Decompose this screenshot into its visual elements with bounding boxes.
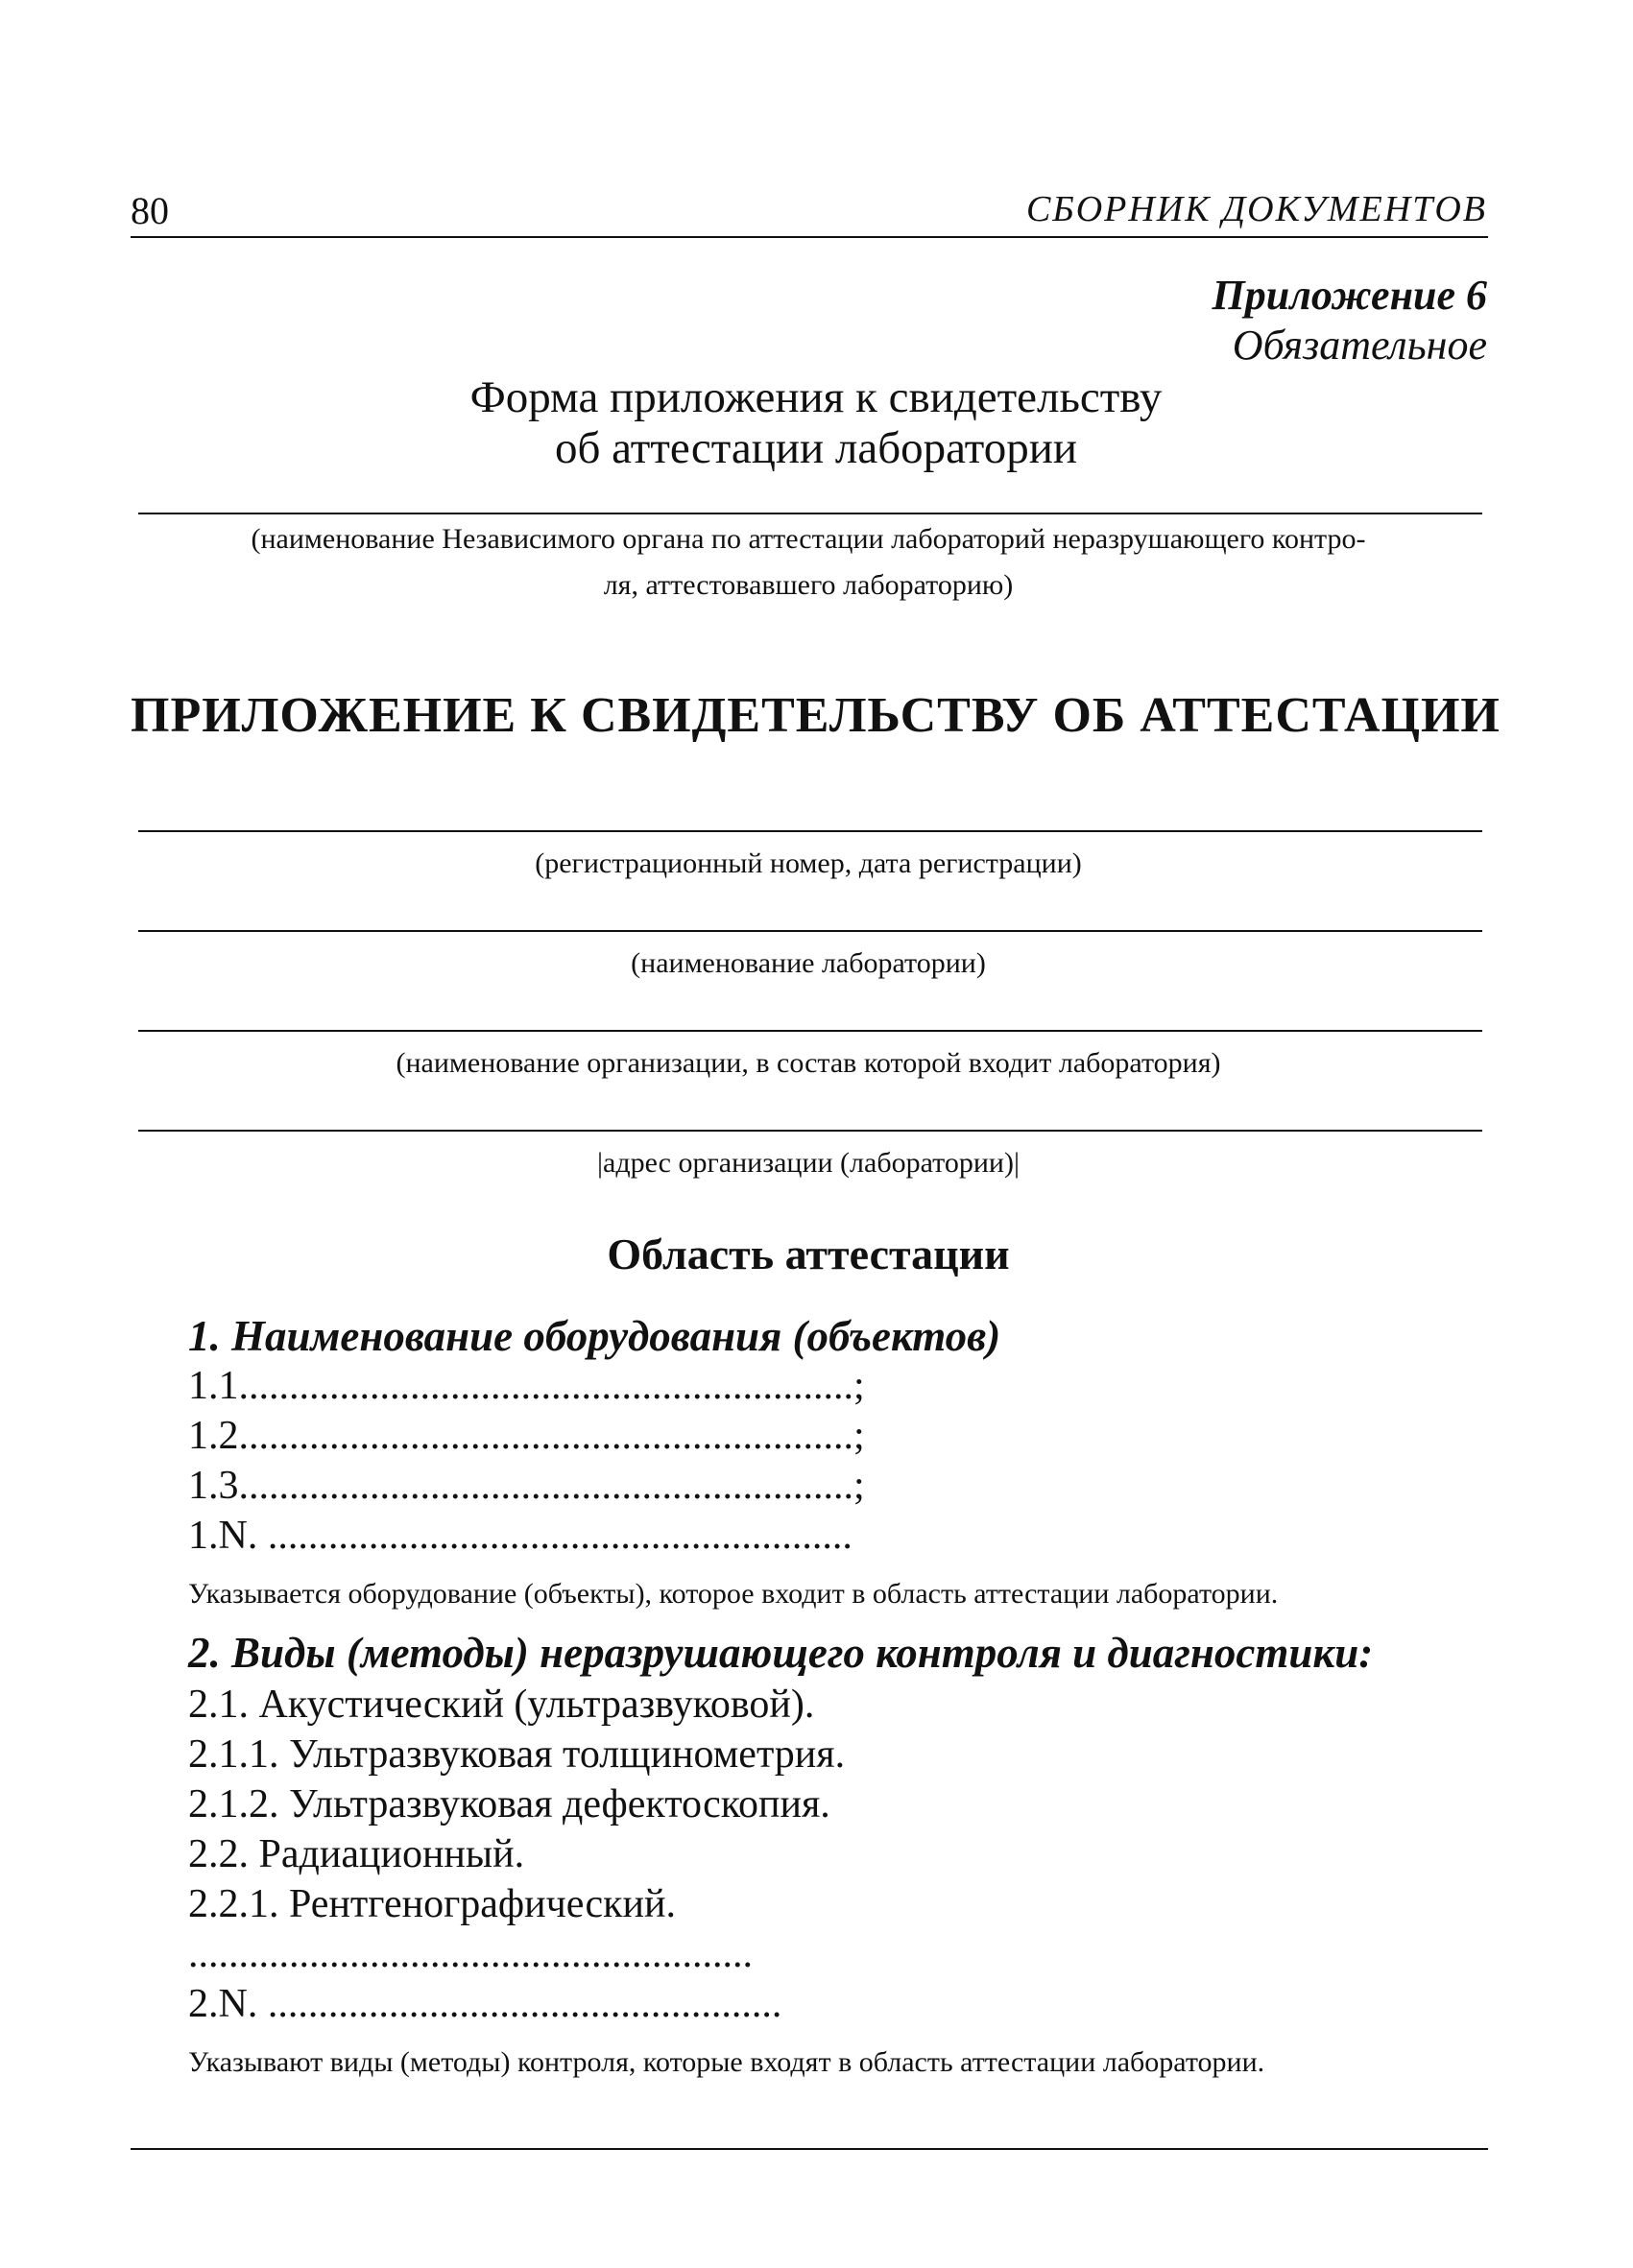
page-number: 80	[131, 189, 169, 232]
method-item: 2.2. Радиационный.	[188, 1832, 525, 1876]
method-item: 2.1. Акустический (ультразвуковой).	[188, 1683, 815, 1727]
equipment-item: 1.N. ..........................................................	[188, 1514, 853, 1558]
method-item: 2.2.1. Рентгенографический.	[188, 1882, 676, 1926]
equipment-item: 1.1.............................................................;	[188, 1364, 865, 1408]
issuer-caption-line-2: ля, аттестовавшего лабораторию)	[603, 569, 1014, 601]
issuer-field-line	[138, 513, 1482, 514]
annex-number: Приложение 6	[1212, 272, 1487, 319]
section-2-heading: 2. Виды (методы) неразрушающего контроля и диагностики:	[188, 1629, 1374, 1677]
address-field-caption: |адрес организации (лаборатории)|	[597, 1147, 1020, 1179]
section-2-note: Указывают виды (методы) контроля, которые входят в область аттестации лаборатории.	[188, 2046, 1265, 2078]
header-rule	[131, 236, 1488, 238]
method-item: 2.1.2. Ультразвуковая дефектоскопия.	[188, 1782, 830, 1826]
organization-field-line	[138, 1030, 1482, 1032]
form-title-line-1: Форма приложения к свидетельству	[469, 372, 1163, 422]
form-title-line-2: об аттестации лаборатории	[554, 423, 1078, 473]
address-field-line	[138, 1130, 1482, 1132]
footer-rule	[131, 2148, 1488, 2150]
method-item: 2.1.1. Ультразвуковая толщинометрия.	[188, 1732, 846, 1777]
equipment-item: 1.3.............................................................;	[188, 1464, 865, 1508]
registration-field-line	[138, 830, 1482, 832]
scope-title: Область аттестации	[607, 1229, 1010, 1278]
registration-field-caption: (регистрационный номер, дата регистрации)	[535, 848, 1082, 879]
method-item: 2.N. ...................................................	[188, 1982, 782, 2026]
equipment-item: 1.2.............................................................;	[188, 1414, 865, 1458]
method-item: ........................................................	[188, 1932, 753, 1976]
main-title: ПРИЛОЖЕНИЕ К СВИДЕТЕЛЬСТВУ ОБ АТТЕСТАЦИИ	[131, 688, 1501, 743]
section-1-note: Указывается оборудование (объекты), которое входит в область аттестации лаборатории.	[188, 1578, 1279, 1610]
organization-field-caption: (наименование организации, в состав которой входит лаборатория)	[396, 1047, 1221, 1079]
laboratory-name-field-caption: (наименование лаборатории)	[631, 947, 986, 979]
running-title: СБОРНИК ДОКУМЕНТОВ	[1025, 189, 1487, 229]
annex-status: Обязательное	[1232, 322, 1487, 369]
issuer-caption-line-1: (наименование Независимого органа по аттестации лабораторий неразрушающего контро-	[251, 523, 1366, 555]
laboratory-name-field-line	[138, 930, 1482, 932]
section-1-heading: 1. Наименование оборудования (объектов)	[188, 1312, 1001, 1360]
